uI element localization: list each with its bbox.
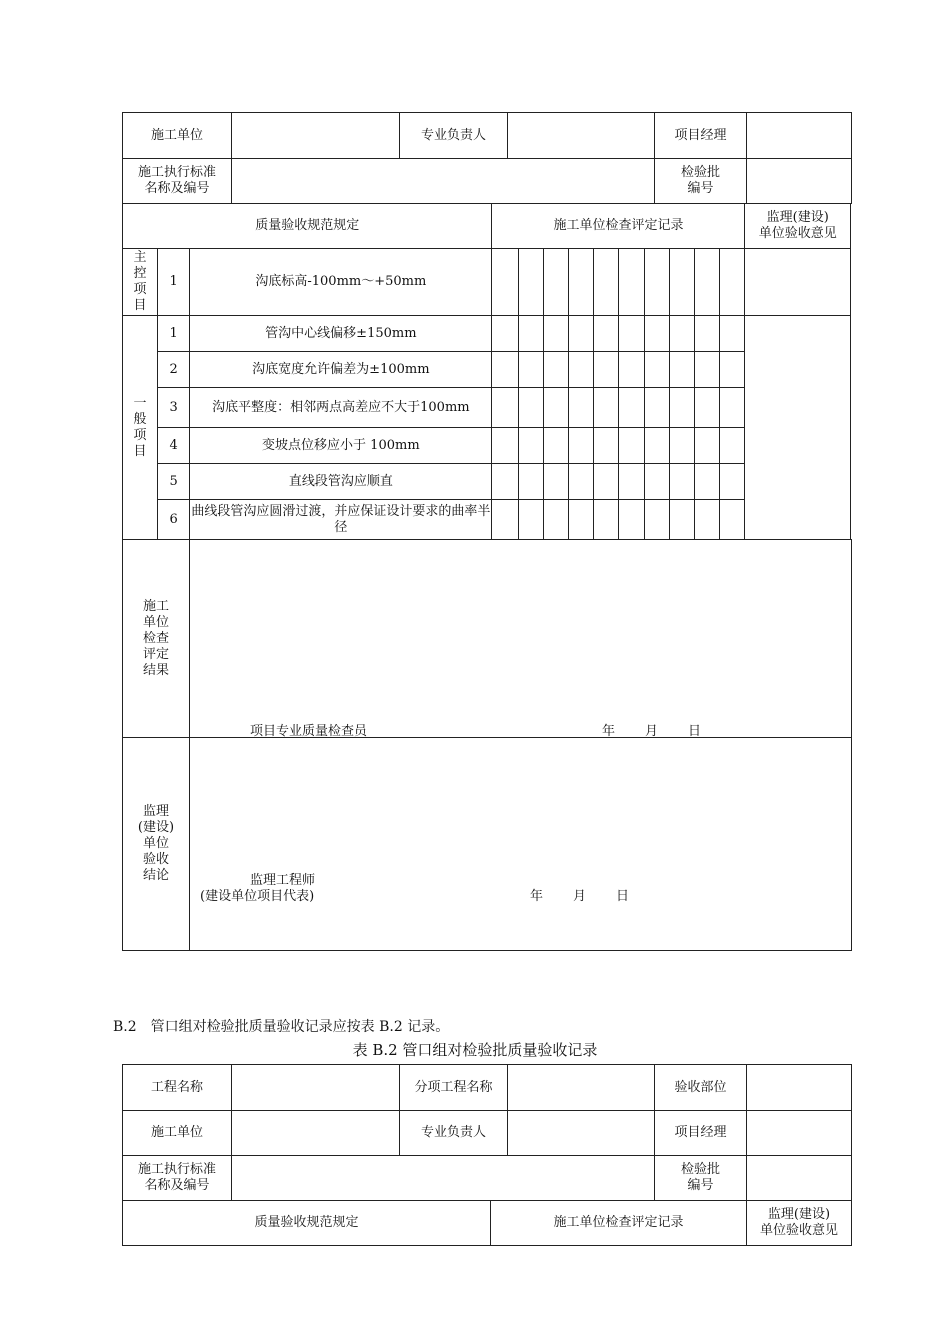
check-cell[interactable]: [695, 316, 720, 352]
check-cell[interactable]: [670, 500, 695, 540]
check-cell[interactable]: [593, 500, 618, 540]
check-cell[interactable]: [543, 352, 568, 388]
table1-body: [122, 203, 851, 540]
check-cell[interactable]: [593, 249, 618, 316]
main-item-row: [123, 249, 851, 316]
check-cell[interactable]: [618, 464, 644, 500]
check-cell[interactable]: [618, 500, 644, 540]
supervision-header: 监理(建设) 单位验收意见: [747, 1201, 852, 1246]
check-cell[interactable]: [670, 464, 695, 500]
check-cell[interactable]: [670, 352, 695, 388]
general-item-row: [123, 388, 851, 428]
supervision-header: 监理(建设) 单位验收意见: [745, 204, 851, 249]
check-cell[interactable]: [720, 316, 745, 352]
professional-lead-value[interactable]: [508, 113, 655, 159]
check-cell[interactable]: [492, 500, 518, 540]
check-cell[interactable]: [695, 464, 720, 500]
section-b2-paragraph: B.2 管口组对检验批质量验收记录应按表 B.2 记录。: [113, 1019, 450, 1035]
item-text: 直线段管沟应顺直: [190, 464, 492, 500]
item-number: 2: [158, 352, 190, 388]
project-manager-value[interactable]: [747, 1111, 852, 1156]
table2-spec-header: [122, 1200, 852, 1246]
sub-project-name-value[interactable]: [508, 1065, 655, 1111]
check-cell[interactable]: [492, 352, 518, 388]
check-cell[interactable]: [568, 316, 593, 352]
acceptance-part-value[interactable]: [747, 1065, 852, 1111]
check-cell[interactable]: [645, 316, 670, 352]
check-cell[interactable]: [593, 388, 618, 428]
check-cell[interactable]: [492, 428, 518, 464]
date-year-label: 年: [602, 724, 616, 739]
professional-lead-label: 专业负责人: [400, 113, 508, 159]
check-cell[interactable]: [543, 388, 568, 428]
check-cell[interactable]: [518, 352, 543, 388]
construction-unit-value[interactable]: [232, 1111, 400, 1156]
general-item-row: [123, 464, 851, 500]
check-cell[interactable]: [568, 464, 593, 500]
owner-representative-label: (建设单位项目代表): [200, 889, 315, 904]
item-text: 变坡点位移应小于 100mm: [190, 428, 492, 464]
check-cell[interactable]: [593, 428, 618, 464]
batch-number-label: 检验批 编号: [655, 159, 747, 204]
check-record-header: 施工单位检查评定记录: [492, 204, 745, 249]
item-number: 1: [158, 249, 190, 316]
project-manager-value[interactable]: [747, 113, 852, 159]
date-day-label: 日: [616, 889, 630, 904]
check-cell[interactable]: [670, 316, 695, 352]
check-cell[interactable]: [518, 249, 543, 316]
standard-value[interactable]: [232, 159, 655, 204]
check-cell[interactable]: [645, 500, 670, 540]
project-name-label: 工程名称: [123, 1065, 232, 1111]
check-cell[interactable]: [720, 428, 745, 464]
construction-result-content[interactable]: [190, 540, 852, 738]
standard-label: 施工执行标准 名称及编号: [123, 1156, 232, 1201]
check-cell[interactable]: [695, 249, 720, 316]
check-cell[interactable]: [543, 428, 568, 464]
check-cell[interactable]: [695, 352, 720, 388]
date-day-label: 日: [688, 724, 702, 739]
supervision-result-label: 监理 (建设) 单位 验收 结论: [123, 738, 190, 951]
item-text: 沟底宽度允许偏差为±100mm: [190, 352, 492, 388]
item-text: 曲线段管沟应圆滑过渡，并应保证设计要求的曲率半径: [190, 500, 492, 540]
check-cell[interactable]: [618, 249, 644, 316]
construction-result-label: 施工 单位 检查 评定 结果: [123, 540, 190, 738]
general-item-row: [123, 428, 851, 464]
check-cell[interactable]: [670, 388, 695, 428]
check-cell[interactable]: [645, 352, 670, 388]
construction-unit-label: 施工单位: [123, 113, 232, 159]
supervision-opinion-cell[interactable]: [745, 316, 851, 540]
check-cell[interactable]: [568, 500, 593, 540]
batch-number-value[interactable]: [747, 1156, 852, 1201]
project-manager-label: 项目经理: [655, 113, 747, 159]
item-text: 沟底标高-100mm～+50mm: [190, 249, 492, 316]
item-number: 6: [158, 500, 190, 540]
check-cell[interactable]: [720, 352, 745, 388]
check-cell[interactable]: [670, 249, 695, 316]
item-number: 1: [158, 316, 190, 352]
standard-value[interactable]: [232, 1156, 655, 1201]
check-cell[interactable]: [492, 316, 518, 352]
general-item-row: [123, 500, 851, 540]
check-cell[interactable]: [720, 249, 745, 316]
check-cell[interactable]: [618, 388, 644, 428]
check-cell[interactable]: [518, 500, 543, 540]
construction-result-row: [123, 540, 852, 738]
check-cell[interactable]: [568, 388, 593, 428]
check-cell[interactable]: [695, 500, 720, 540]
date-month-label: 月: [645, 724, 659, 739]
check-record-header: 施工单位检查评定记录: [491, 1201, 747, 1246]
check-cell[interactable]: [645, 464, 670, 500]
construction-unit-value[interactable]: [232, 113, 400, 159]
check-cell[interactable]: [720, 500, 745, 540]
quality-inspector-label: 项目专业质量检查员: [250, 724, 368, 739]
check-cell[interactable]: [518, 316, 543, 352]
construction-unit-label: 施工单位: [123, 1111, 232, 1156]
check-cell[interactable]: [543, 249, 568, 316]
date-year-label: 年: [530, 889, 544, 904]
project-name-value[interactable]: [232, 1065, 400, 1111]
general-item-row: [123, 316, 851, 352]
check-cell[interactable]: [543, 464, 568, 500]
check-cell[interactable]: [593, 316, 618, 352]
check-cell[interactable]: [720, 388, 745, 428]
check-cell[interactable]: [645, 249, 670, 316]
check-cell[interactable]: [618, 428, 644, 464]
spec-header: 质量验收规范规定: [123, 204, 492, 249]
check-cell[interactable]: [518, 464, 543, 500]
table2: [122, 1064, 852, 1201]
table1-header: [122, 112, 852, 204]
date-month-label: 月: [573, 889, 587, 904]
general-item-row: [123, 352, 851, 388]
supervision-opinion-cell[interactable]: [745, 249, 851, 316]
sub-project-name-label: 分项工程名称: [400, 1065, 508, 1111]
check-cell[interactable]: [645, 428, 670, 464]
item-text: 管沟中心线偏移±150mm: [190, 316, 492, 352]
check-cell[interactable]: [568, 428, 593, 464]
check-cell[interactable]: [492, 249, 518, 316]
check-cell[interactable]: [492, 464, 518, 500]
check-cell[interactable]: [568, 352, 593, 388]
supervision-result-row: [123, 738, 852, 951]
check-cell[interactable]: [618, 352, 644, 388]
item-text: 沟底平整度：相邻两点高差应不大于100mm: [190, 388, 492, 428]
check-cell[interactable]: [593, 352, 618, 388]
supervision-result-content[interactable]: [190, 738, 852, 951]
professional-lead-label: 专业负责人: [400, 1111, 508, 1156]
general-items-label: 一 般 项 目: [123, 316, 158, 540]
supervision-engineer-label: 监理工程师: [250, 873, 316, 888]
main-items-label: 主 控 项 目: [123, 249, 158, 316]
item-number: 4: [158, 428, 190, 464]
check-cell[interactable]: [518, 428, 543, 464]
check-cell[interactable]: [568, 249, 593, 316]
standard-label: 施工执行标准 名称及编号: [123, 159, 232, 204]
check-cell[interactable]: [695, 428, 720, 464]
table-b2-caption: 表 B.2 管口组对检验批质量验收记录: [352, 1041, 598, 1059]
batch-number-value[interactable]: [747, 159, 852, 204]
check-cell[interactable]: [670, 428, 695, 464]
check-cell[interactable]: [645, 388, 670, 428]
check-cell[interactable]: [543, 500, 568, 540]
spec-header: 质量验收规范规定: [123, 1201, 491, 1246]
item-number: 5: [158, 464, 190, 500]
check-cell[interactable]: [593, 464, 618, 500]
project-manager-label: 项目经理: [655, 1111, 747, 1156]
check-cell[interactable]: [695, 388, 720, 428]
check-cell[interactable]: [720, 464, 745, 500]
check-cell[interactable]: [518, 388, 543, 428]
professional-lead-value[interactable]: [508, 1111, 655, 1156]
acceptance-part-label: 验收部位: [655, 1065, 747, 1111]
check-cell[interactable]: [618, 316, 644, 352]
check-cell[interactable]: [543, 316, 568, 352]
item-number: 3: [158, 388, 190, 428]
check-cell[interactable]: [492, 388, 518, 428]
batch-number-label: 检验批 编号: [655, 1156, 747, 1201]
